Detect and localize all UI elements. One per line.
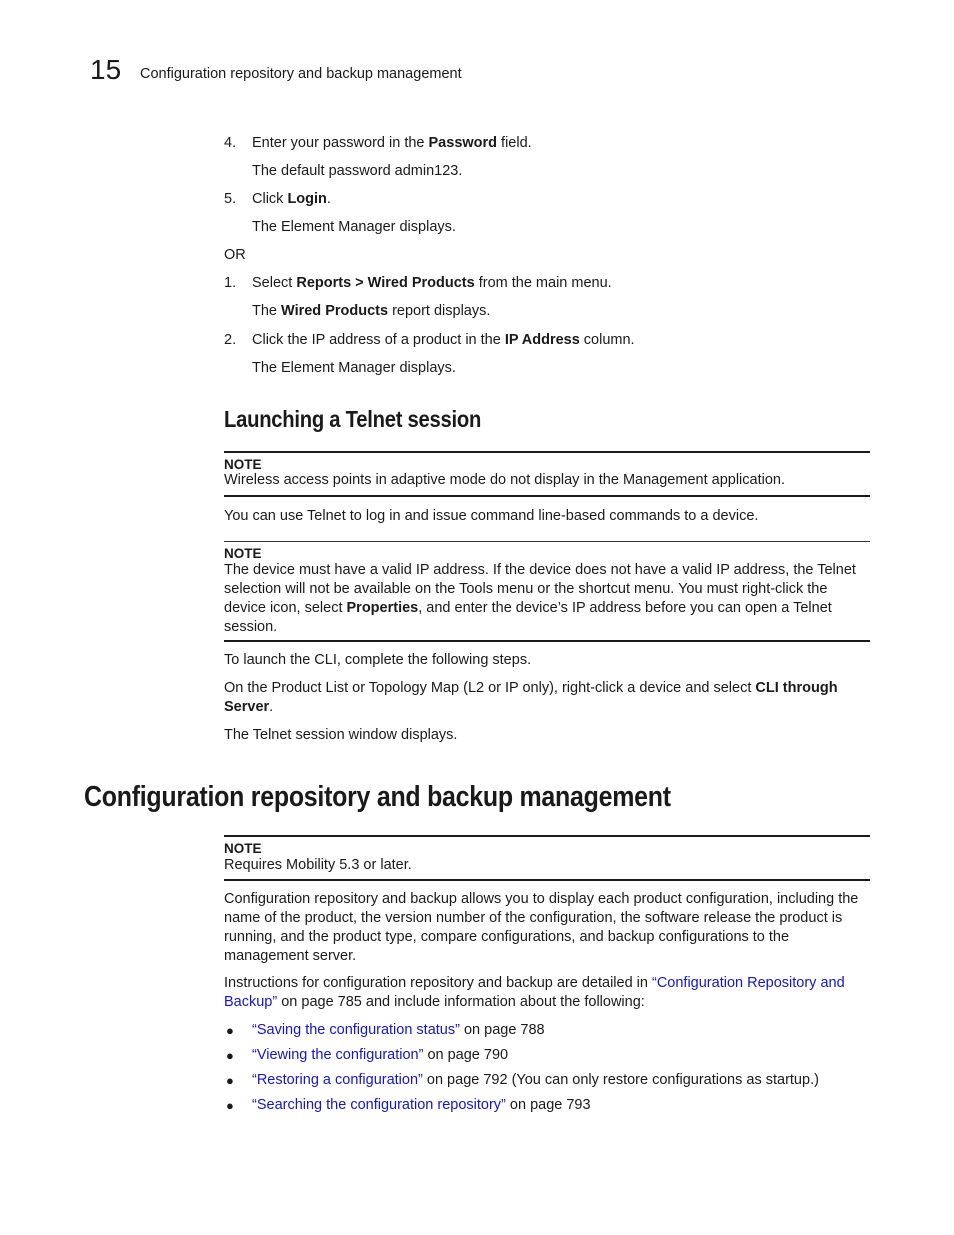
note-text: Requires Mobility 5.3 or later. xyxy=(224,857,412,873)
note-rule-top xyxy=(224,541,870,542)
step-text: Click the IP address of a product in the IP Address column. xyxy=(252,332,635,348)
note-label: NOTE xyxy=(224,457,262,472)
step-number: 2. xyxy=(224,332,237,348)
link-config-repo-backup[interactable]: “Configuration Repository and Backup” xyxy=(224,975,845,1010)
link-viewing-config[interactable]: “Viewing the configuration” xyxy=(252,1047,424,1063)
ui-term: Reports > Wired Products xyxy=(296,275,475,291)
step-result: The Wired Products report displays. xyxy=(252,303,491,319)
step-text: Select Reports > Wired Products from the main menu. xyxy=(252,275,612,291)
or-separator: OR xyxy=(224,247,246,263)
config-description: Configuration repository and backup allows you to display each product configuration, including the name of the product, the version number of the configuration, the software release the product is running, and the product type, compare configurations, and backup configurations to the management server. xyxy=(224,891,859,964)
note-text: Wireless access points in adaptive mode do not display in the Management application. xyxy=(224,472,785,488)
list-item: “Viewing the configuration” on page 790 xyxy=(252,1047,509,1063)
bullet-icon: ● xyxy=(226,1023,234,1038)
step-number: 1. xyxy=(224,275,237,291)
ui-term: Properties xyxy=(346,600,419,616)
telnet-intro: You can use Telnet to log in and issue command line-based commands to a device. xyxy=(224,508,759,524)
ui-term: IP Address xyxy=(504,332,580,348)
step-result: The default password admin123. xyxy=(252,163,463,179)
bullet-icon: ● xyxy=(226,1098,234,1113)
link-saving-config-status[interactable]: “Saving the configuration status” xyxy=(252,1022,460,1038)
note-label: NOTE xyxy=(224,841,262,856)
list-item: “Saving the configuration status” on page 788 xyxy=(252,1022,545,1038)
chapter-number: 15 xyxy=(90,54,122,85)
telnet-result: The Telnet session window displays. xyxy=(224,727,458,743)
step-text: Click Login. xyxy=(252,191,331,207)
note-rule-bottom xyxy=(224,640,870,642)
link-restoring-config[interactable]: “Restoring a configuration” xyxy=(252,1072,423,1088)
bullet-icon: ● xyxy=(226,1073,234,1088)
step-result: The Element Manager displays. xyxy=(252,360,456,376)
step-number: 5. xyxy=(224,191,237,207)
section-heading-config: Configuration repository and backup management xyxy=(84,781,671,813)
step-number: 4. xyxy=(224,135,237,151)
note-rule-top xyxy=(224,835,870,837)
step-result: The Element Manager displays. xyxy=(252,219,456,235)
list-item: “Searching the configuration repository” on page 793 xyxy=(252,1097,591,1113)
note-rule-bottom xyxy=(224,495,870,497)
list-item: “Restoring a configuration” on page 792 (You can only restore configurations as startup.) xyxy=(252,1072,819,1088)
config-instructions: Instructions for configuration repository and backup are detailed in “Configuration Repository and Backup” on page 785 and include information about the following: xyxy=(224,975,845,1010)
ui-term: Login xyxy=(287,191,327,207)
steps-intro: To launch the CLI, complete the following steps. xyxy=(224,652,532,668)
bullet-icon: ● xyxy=(226,1048,234,1063)
link-searching-config-repo[interactable]: “Searching the configuration repository” xyxy=(252,1097,506,1113)
note-rule-bottom xyxy=(224,879,870,881)
telnet-action: On the Product List or Topology Map (L2 or IP only), right-click a device and select CLI through Server. xyxy=(224,680,838,715)
note-label: NOTE xyxy=(224,546,262,561)
ui-term: Password xyxy=(428,135,498,151)
ui-term: Wired Products xyxy=(281,303,389,319)
note-rule-top xyxy=(224,451,870,453)
note-text: The device must have a valid IP address. If the device does not have a valid IP address, the Telnet selection will not be available on the Tools menu or the shortcut menu. You must right-click the device icon, select Properties, and enter the device’s IP address before you can open a Telnet session. xyxy=(224,562,856,635)
step-text: Enter your password in the Password field. xyxy=(252,135,532,151)
section-heading-telnet: Launching a Telnet session xyxy=(224,406,482,432)
ui-term: CLI through Server xyxy=(224,680,838,715)
running-header-title: Configuration repository and backup management xyxy=(140,66,462,82)
